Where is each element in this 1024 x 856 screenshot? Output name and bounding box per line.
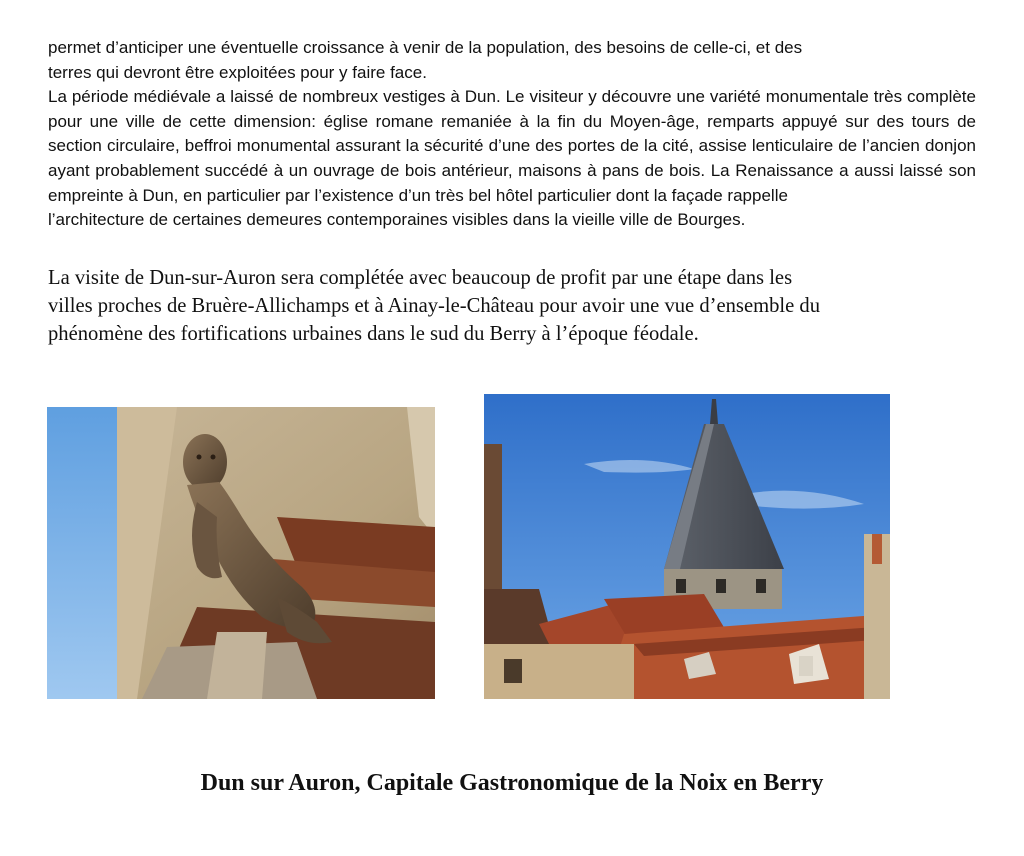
paragraph-visit-line-2: villes proches de Bruère-Allichamps et à Ainay-le-Château pour avoir une vue d’ensemble du: [48, 294, 821, 317]
paragraph-population-line-2: terres qui devront être exploitées pour y faire face.: [48, 62, 427, 82]
gargoyle-photo: [47, 407, 435, 699]
paragraph-visit: [48, 265, 968, 348]
paragraph-medieval: La période médiévale a laissé de nombreux vestiges à Dun. Le visiteur y découvre une variété monumentale très complète pour une ville de cette dimension: église romane remaniée à la fin du Moyen-âge, remparts appuyé sur des tours de section circulaire, beffroi monumental assurant la sécurité d’une des portes de la cité, assise lenticulaire de l’ancien donjon ayant probablement succédé à un ouvrage de bois antérieur, maisons à pans de bois. La Renaissance a aussi laissé son empreinte à Dun, en particulier par l’existence d’un très bel hôtel particulier dont la façade rappelle: [48, 87, 976, 205]
paragraph-visit-line-1: La visite de Dun-sur-Auron sera complétée avec beaucoup de profit par une étape dans les: [48, 267, 793, 289]
belfry-photo: [484, 394, 890, 699]
gargoyle-image: [47, 407, 435, 699]
paragraph-visit-line-3: phénomène des fortifications urbaines dans le sud du Berry à l’époque féodale.: [48, 322, 699, 345]
caption: Dun sur Auron, Capitale Gastronomique de la Noix en Berry: [200, 770, 824, 796]
paragraph-medieval-last-line: l’architecture de certaines demeures contemporaines visibles dans la vieille ville de Bourges.: [48, 210, 746, 230]
belfry-image: [484, 394, 890, 699]
paragraph-population-line-1: permet d’anticiper une éventuelle croissance à venir de la population, des besoins de celle-ci, et des: [48, 38, 803, 57]
body-text-sans: [48, 36, 976, 233]
paragraph-population: [48, 36, 976, 85]
